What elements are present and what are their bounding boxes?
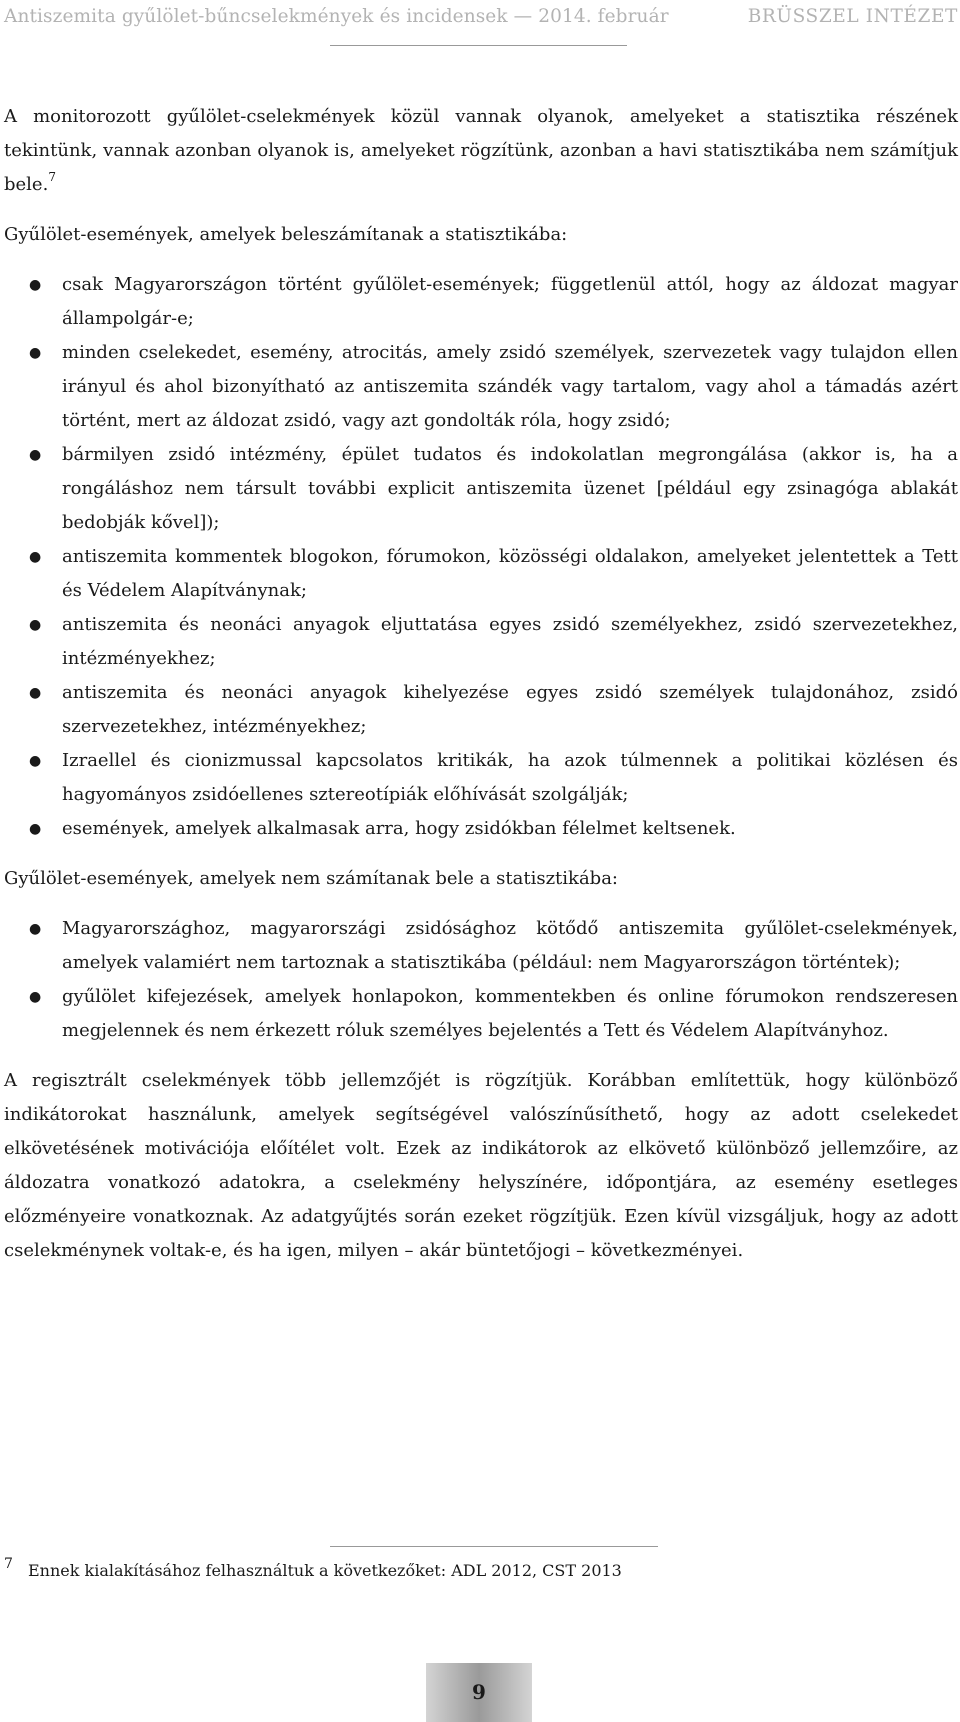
list-item: ● események, amelyek alkalmasak arra, hogy zsidókban félelmet keltsenek. [4,812,958,846]
list-item: ● gyűlölet kifejezések, amelyek honlapokon, kommentekben és online fórumokon rendszeresen megjelennek és nem érkezett róluk személyes bejelentés a Tett és Védelem Alapítványhoz. [4,980,958,1048]
list-item: ● bármilyen zsidó intézmény, épület tudatos és indokolatlan megrongálása (akkor is, ha a rongáláshoz nem társult további explicit antiszemita üzenet [például egy zsinagóga ablakát bedobják kővel]); [4,438,958,540]
list-item: ● antiszemita kommentek blogokon, fórumokon, közösségi oldalakon, amelyeket jelentettek a Tett és Védelem Alapítványnak; [4,540,958,608]
running-header [0,6,960,34]
bullet-icon: ● [29,989,42,1005]
footnote-ref[interactable]: 7 [48,170,56,184]
list-item: ● Magyarországhoz, magyarországi zsidósághoz kötődő antiszemita gyűlölet-cselekmények, amelyek valamiért nem tartoznak a statisztikába (például: nem Magyarországon történtek); [4,912,958,980]
header-divider [330,45,627,46]
intro-paragraph [4,100,958,202]
footnote-divider [330,1546,658,1547]
closing-paragraph: A regisztrált cselekmények több jellemzőjét is rögzítjük. Korábban említettük, hogy különböző indikátorokat használunk, amelyek segítségével valószínűsíthető, hogy az adott cselekedet elkövetésének motivációja előítélet volt. Ezek az indikátorok az elkövető különböző jellemzőire, az áldozatra vonatkozó adatokra, a cselekmény helyszínére, időpontjára, az esemény esetleges előzményeire vonatkoznak. Az adatgyűjtés során ezeket rögzítjük. Ezen kívül vizsgáljuk, hogy az adott cselekménynek voltak-e, és ha igen, milyen – akár büntetőjogi – következményei. [4,1070,958,1261]
list-item: ● csak Magyarországon történt gyűlölet-események; függetlenül attól, hogy az áldozat magyar állampolgár-e; [4,268,958,336]
footnote-number: 7 [4,1556,13,1572]
header-institute: BRÜSSZEL INTÉZET [747,6,958,27]
bullet-icon: ● [29,447,42,463]
intro-text: A monitorozott gyűlölet-cselekmények közül vannak olyanok, amelyeket a statisztika részének tekintünk, vannak azonban olyanok is, amelyeket rögzítünk, azonban a havi statisztikába nem számítjuk bele. [4,106,958,195]
page-content [4,100,958,1268]
bullet-icon: ● [29,685,42,701]
bullet-icon: ● [29,345,42,361]
page-number: 9 [472,1680,486,1704]
list-item: ● antiszemita és neonáci anyagok kihelyezése egyes zsidó személyek tulajdonához, zsidó szervezetekhez, intézményekhez; [4,676,958,744]
list-item: ● Izraellel és cionizmussal kapcsolatos kritikák, ha azok túlmennek a politikai közlésen és hagyományos zsidóellenes sztereotípiák előhívását szolgálják; [4,744,958,812]
list-item: ● minden cselekedet, esemény, atrocitás, amely zsidó személyek, szervezetek vagy tulajdon ellen irányul és ahol bizonyítható az antiszemita szándék vagy tartalom, vagy ahol a támadás azért történt, mert az áldozat zsidó, vagy azt gondolták róla, hogy zsidó; [4,336,958,438]
bullet-icon: ● [29,821,42,837]
bullet-icon: ● [29,753,42,769]
bullet-icon: ● [29,617,42,633]
header-title: Antiszemita gyűlölet-bűncselekmények és incidensek — 2014. február [4,6,669,27]
excluded-heading: Gyűlölet-események, amelyek nem számítanak bele a statisztikába: [4,868,618,889]
footnote [4,1556,622,1580]
included-heading: Gyűlölet-események, amelyek beleszámítanak a statisztikába: [4,224,568,245]
footnote-text: Ennek kialakításához felhasználtuk a következőket: ADL 2012, CST 2013 [28,1561,622,1580]
excluded-list [4,912,958,1048]
page-number-box [426,1663,532,1722]
bullet-icon: ● [29,277,42,293]
list-item: ● antiszemita és neonáci anyagok eljuttatása egyes zsidó személyekhez, zsidó szervezetekhez, intézményekhez; [4,608,958,676]
included-list [4,268,958,846]
bullet-icon: ● [29,549,42,565]
bullet-icon: ● [29,921,42,937]
